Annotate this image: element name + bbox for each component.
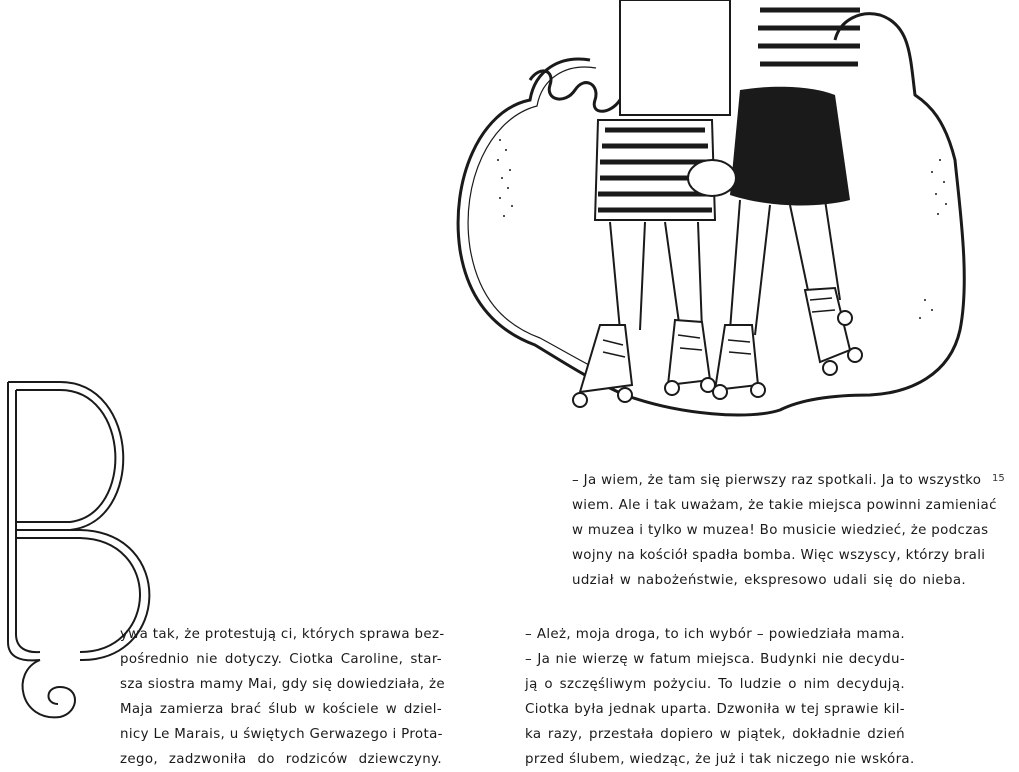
text-line: sza siostra mamy Mai, gdy się dowiedziała, że <box>120 677 445 692</box>
text-line: – Ja nie wierzę w fatum miejsca. Budynki nie decydu- <box>525 652 905 667</box>
text-line: pośrednio nie dotyczy. Ciotka Caroline, star- <box>120 652 442 667</box>
roller-skates-illustration <box>440 0 980 430</box>
text-line: nicy Le Marais, u świętych Gerwazego i Prota- <box>120 727 443 742</box>
text-line: udział w nabożeństwie, ekspresowo udali się do nieba. <box>572 573 966 588</box>
text-line: wiem. Ale i tak uważam, że takie miejsca powinni zamieniać <box>572 498 997 513</box>
text-line: – Ależ, moja droga, to ich wybór – powiedziała mama. <box>525 627 905 642</box>
text-line: Maja zamierza brać ślub w kościele w dziel- <box>120 702 442 717</box>
paragraph-right-top <box>572 468 997 593</box>
text-line: ją o szczęśliwym pożyciu. To ludzie o nim decydują. <box>525 677 905 692</box>
paragraph-right-bottom <box>525 622 915 772</box>
text-line: – Ja wiem, że tam się pierwszy raz spotkali. Ja to wszystko <box>572 473 982 488</box>
paragraph-left <box>120 622 445 772</box>
text-line: ywa tak, że protestują ci, których sprawa bez- <box>120 627 445 642</box>
text-line: zego, zadzwoniła do rodziców dziewczyny. <box>120 752 442 767</box>
text-line: ka razy, przestała dopiero w piątek, dokładnie dzień <box>525 727 905 742</box>
text-line: w muzea i tylko w muzea! Bo musicie wiedzieć, że podczas <box>572 523 989 538</box>
page-number: 15 <box>992 473 1005 484</box>
text-line: przed ślubem, wiedząc, że już i tak niczego nie wskóra. <box>525 752 915 767</box>
text-line: Ciotka była jednak uparta. Dzwoniła w tej sprawie kil- <box>525 702 905 717</box>
text-line: wojny na kościół spadła bomba. Więc wszyscy, którzy brali <box>572 548 986 563</box>
